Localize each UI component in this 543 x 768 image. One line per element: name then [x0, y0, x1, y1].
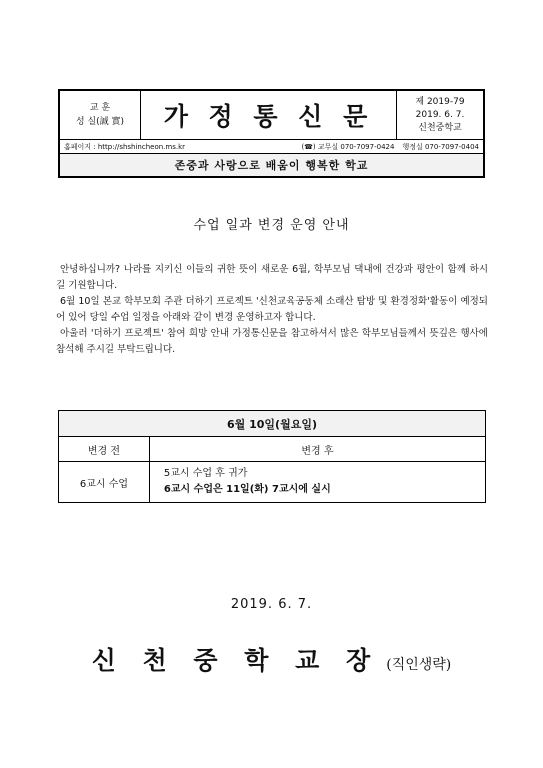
column-after: 변경 후 [149, 437, 485, 462]
newsletter-title: 가 정 통 신 문 [141, 91, 397, 139]
issue-info [397, 91, 483, 139]
issue-number: 제 2019-79 [415, 96, 465, 107]
column-before: 변경 전 [59, 437, 150, 462]
signer-name: 신 천 중 학 교 장 [91, 646, 380, 675]
letterhead [58, 89, 485, 178]
letterhead-top-row [60, 91, 483, 140]
homepage-label: 홈페이지 : [64, 142, 96, 151]
school-motto [60, 91, 141, 139]
document-title: 수업 일과 변경 운영 안내 [193, 218, 350, 233]
school-slogan: 존중과 사랑으로 배움이 행복한 학교 [60, 154, 483, 176]
homepage [64, 142, 185, 152]
paragraph-notice: 6월 10일 본교 학부모회 주관 더하기 프로젝트 '신천교육공동체 소래산 탐방 및 환경정화'활동이 예정되어 있어 당일 수업 일정을 아래와 같이 변경 운영하고자 합니다. [56, 296, 488, 323]
signature-block [0, 641, 543, 677]
paragraph-request: 아울러 '더하기 프로젝트' 참여 희망 안내 가정통신문을 참고하셔서 많은 학부모님들께서 뜻깊은 행사에 참석해 주시길 부탁드립니다. [56, 328, 488, 355]
office-phone: (☎) 교무실 070-7097-0424 [301, 142, 395, 151]
contact-row [60, 140, 483, 154]
phone-numbers [301, 142, 479, 152]
body-text [56, 262, 488, 358]
paragraph-greeting: 안녕하십니까? 나라를 지키신 이들의 귀한 뜻이 새로운 6월, 학부모님 댁내에 건강과 평안이 함께 하시길 기원합니다. [56, 264, 488, 291]
schedule-table [58, 410, 486, 503]
homepage-link[interactable]: http://shshincheon.ms.kr [97, 142, 186, 151]
footer-date: 2019. 6. 7. [230, 597, 313, 612]
schedule-date: 6월 10일(월요일) [59, 411, 486, 437]
issuer-name: 신천중학교 [418, 122, 462, 133]
motto-text: 성 실(誠 實) [75, 117, 125, 127]
seal-note: (직인생략) [386, 657, 452, 673]
schedule-after-line1: 5교시 수업 후 귀가 [163, 468, 248, 479]
schedule-before: 6교시 수업 [59, 462, 150, 503]
schedule-after-line2: 6교시 수업은 11일(화) 7교시에 실시 [163, 484, 331, 495]
motto-label: 교 훈 [89, 103, 111, 113]
issue-date: 2019. 6. 7. [415, 109, 465, 120]
admin-phone: 행정실 070-7097-0404 [402, 142, 479, 151]
schedule-after [149, 462, 485, 503]
